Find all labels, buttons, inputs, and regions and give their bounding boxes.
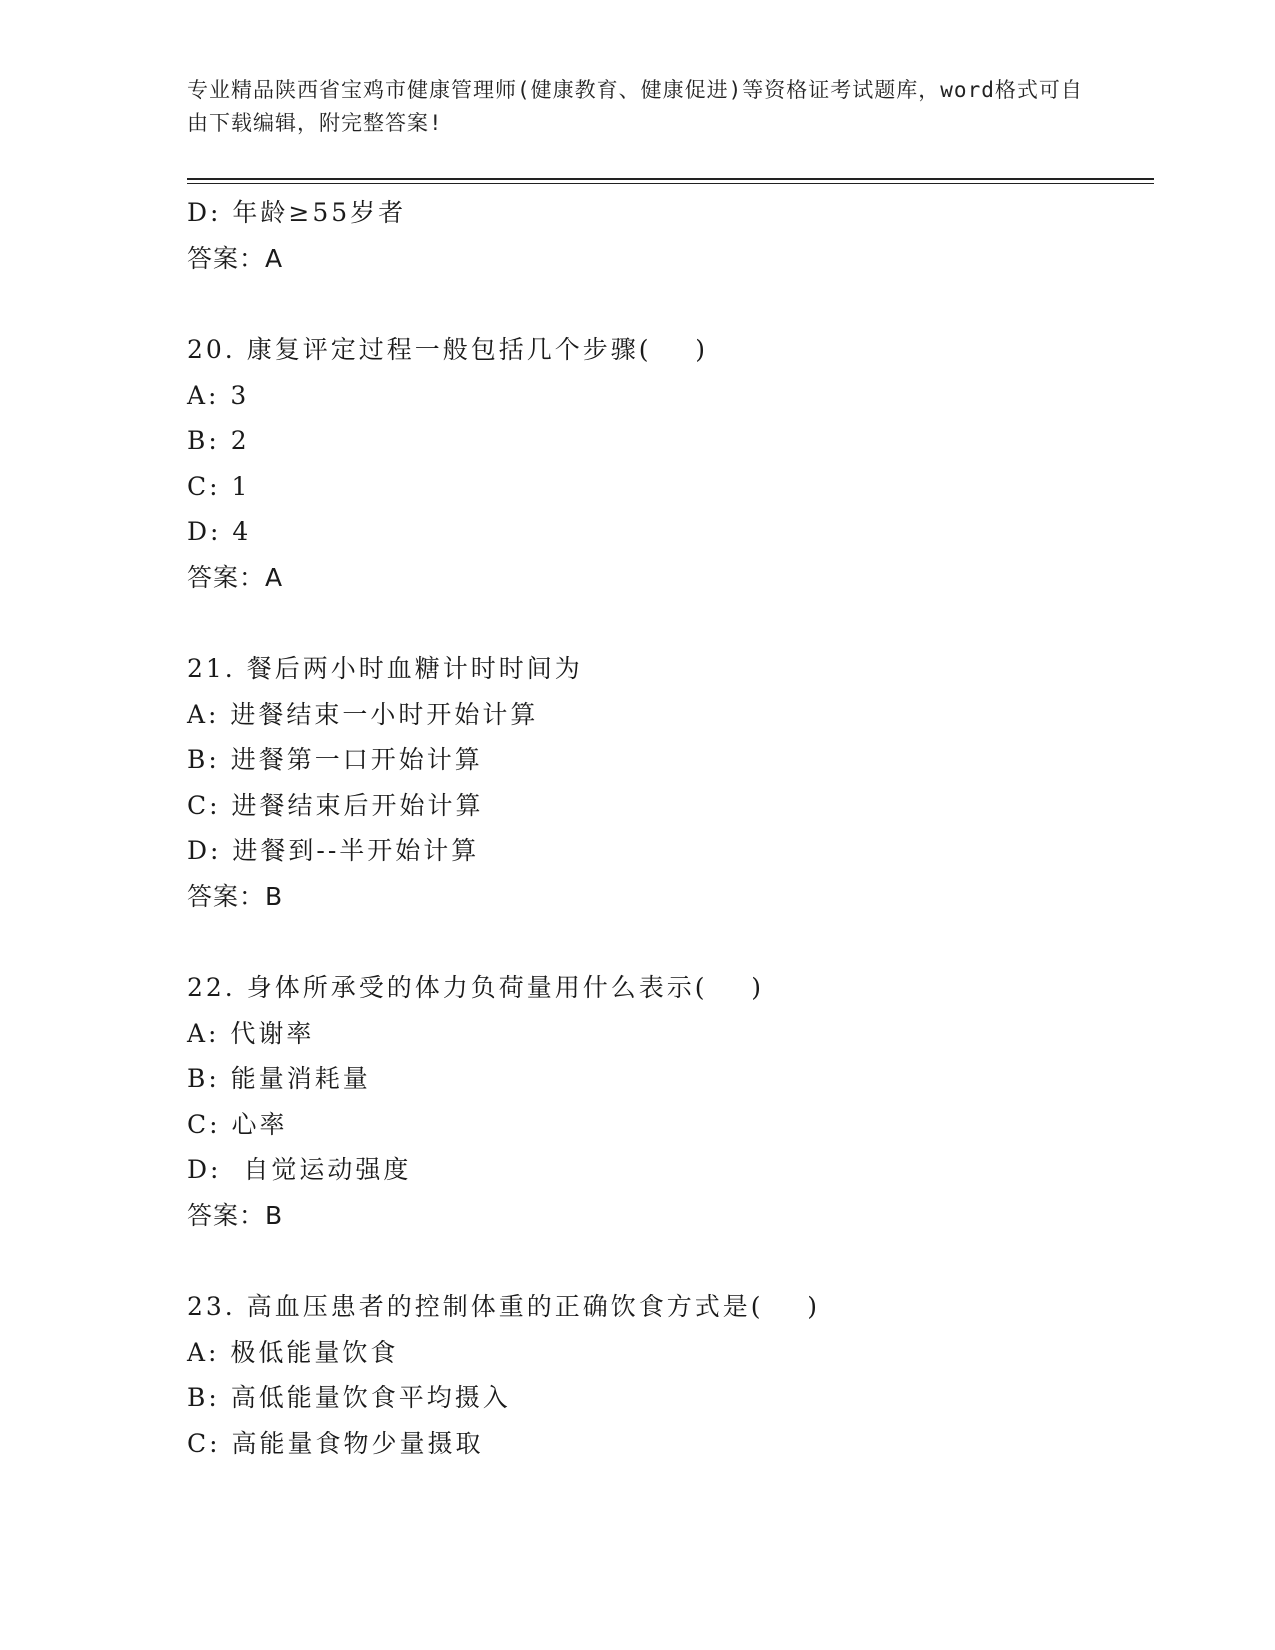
document-header: 专业精品陕西省宝鸡市健康管理师(健康教育、健康促进)等资格证考试题库，word格式可自由下载编辑，附完整答案! <box>187 78 1083 135</box>
fragment-option-d: D: 年龄≥55岁者 <box>187 198 407 227</box>
question-21 <box>187 646 1147 919</box>
question-text: 高血压患者的控制体重的正确饮食方式是( ) <box>246 1292 821 1321</box>
option-c: C: 心率 <box>187 1109 288 1139</box>
spacer <box>187 281 1147 327</box>
fragment-answer: 答案：A <box>187 243 284 273</box>
question-text: 康复评定过程一般包括几个步骤( ) <box>246 335 709 364</box>
answer: 答案：B <box>187 881 284 911</box>
question-stem <box>187 1284 1147 1330</box>
spacer <box>187 600 1147 646</box>
option-d: D: 4 <box>187 517 252 546</box>
header-divider-thick <box>187 178 1154 180</box>
option-a: A: 代谢率 <box>187 1018 315 1048</box>
option-b: B: 能量消耗量 <box>187 1064 371 1093</box>
question-number: 22. <box>187 973 236 1002</box>
spacer <box>187 919 1147 965</box>
question-text: 身体所承受的体力负荷量用什么表示( ) <box>246 973 765 1002</box>
option-b: B: 进餐第一口开始计算 <box>187 745 483 774</box>
question-number: 20. <box>187 335 236 364</box>
option-a: A: 极低能量饮食 <box>187 1337 399 1367</box>
question-number: 21. <box>187 654 236 683</box>
question-list <box>187 190 1147 1466</box>
question-number: 23. <box>187 1292 236 1321</box>
question-stem <box>187 327 1147 373</box>
answer: 答案：B <box>187 1200 284 1230</box>
question-stem <box>187 646 1147 692</box>
option-c: C: 1 <box>187 471 251 501</box>
option-b: B: 2 <box>187 426 250 455</box>
header-divider-thin <box>187 183 1154 184</box>
answer: 答案：A <box>187 562 284 592</box>
option-b: B: 高低能量饮食平均摄入 <box>187 1383 511 1412</box>
option-a: A: 3 <box>187 380 250 410</box>
question-20 <box>187 327 1147 600</box>
option-c: C: 进餐结束后开始计算 <box>187 790 484 820</box>
option-d: D: 进餐到--半开始计算 <box>187 836 480 865</box>
option-d: D: 自觉运动强度 <box>187 1155 412 1184</box>
question-text: 餐后两小时血糖计时时间为 <box>246 654 583 683</box>
question-22 <box>187 965 1147 1238</box>
spacer <box>187 1238 1147 1284</box>
option-a: A: 进餐结束一小时开始计算 <box>187 699 539 729</box>
question-23 <box>187 1284 1147 1466</box>
question-stem <box>187 965 1147 1011</box>
option-c: C: 高能量食物少量摄取 <box>187 1428 484 1458</box>
